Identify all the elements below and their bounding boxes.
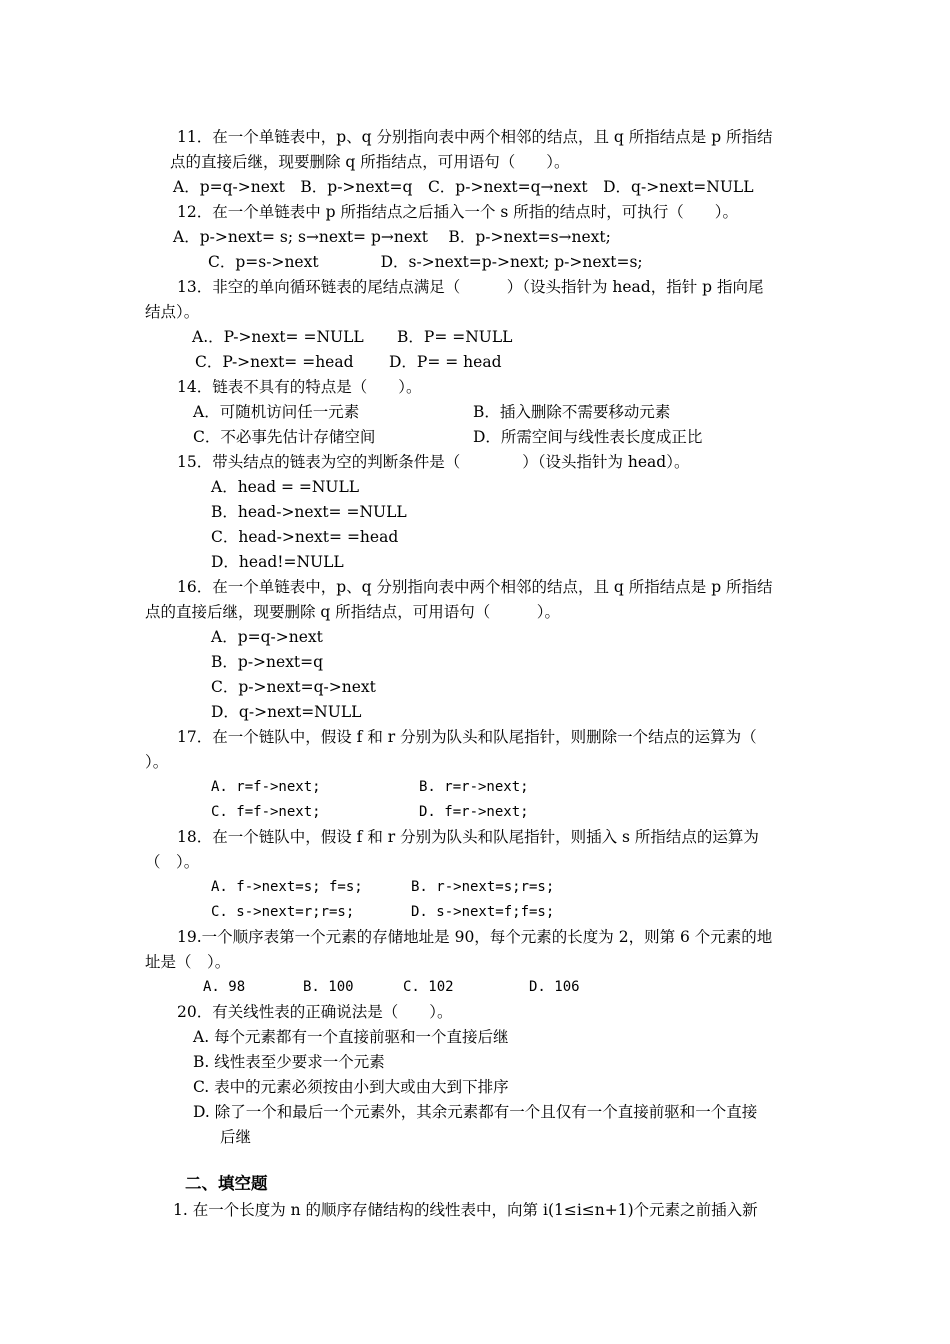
q19-option-b: B. 100 — [303, 979, 354, 995]
q19-option-c: C. 102 — [403, 979, 454, 995]
q15-option-b: B．head->next= =NULL — [211, 503, 407, 521]
q18-option-a: A. f->next=s; f=s; — [211, 879, 363, 895]
q16-option-d: D．q->next=NULL — [211, 703, 362, 721]
q11-options: A．p=q->next B．p->next=q C．p->next=q→next D．q->next=NULL — [173, 178, 754, 196]
q14-option-c: C．不必事先估计存储空间 — [193, 428, 376, 446]
q15-option-d: D．head!=NULL — [211, 553, 344, 571]
q20-option-a: A. 每个元素都有一个直接前驱和一个直接后继 — [193, 1028, 509, 1046]
q11-stem-line2: 点的直接后继，现要删除 q 所指结点，可用语句（ ）。 — [170, 153, 570, 171]
q17-stem-line2: ）。 — [145, 753, 169, 771]
q19-stem-line1: 19.一个顺序表第一个元素的存储地址是 90，每个元素的长度为 2，则第 6 个元素的地 — [177, 928, 773, 946]
q14-option-a: A．可随机访问任一元素 — [193, 403, 360, 421]
q18-option-c: C. s->next=r;r=s; — [211, 904, 355, 920]
q20-option-c: C. 表中的元素必须按由小到大或由大到下排序 — [193, 1078, 509, 1096]
q17-stem-line1: 17．在一个链队中，假设 f 和 r 分别为队头和队尾指针，则删除一个结点的运算为（ — [177, 728, 757, 746]
q16-option-b: B．p->next=q — [211, 653, 324, 671]
q19-option-a: A. 98 — [203, 979, 246, 995]
q13-option-c: C．P->next= =head — [195, 353, 354, 371]
q15-stem: 15．带头结点的链表为空的判断条件是（ ）（设头指针为 head）。 — [177, 453, 690, 471]
q13-option-b: B．P= =NULL — [397, 328, 513, 346]
q13-stem-line1: 13．非空的单向循环链表的尾结点满足（ ）（设头指针为 head，指针 p 指向尾 — [177, 278, 764, 296]
q15-option-a: A．head = =NULL — [211, 478, 360, 496]
q16-stem-line2: 点的直接后继，现要删除 q 所指结点，可用语句（ ）。 — [145, 603, 561, 621]
q20-stem: 20．有关线性表的正确说法是（ ）。 — [177, 1003, 453, 1021]
q15-option-c: C．head->next= =head — [211, 528, 399, 546]
q16-option-a: A．p=q->next — [211, 628, 323, 646]
q12-options-cd: C．p=s->next D．s->next=p->next; p->next=s; — [208, 253, 643, 271]
q13-option-a: A.．P->next= =NULL — [192, 328, 364, 346]
q13-stem-line2: 结点）。 — [145, 303, 200, 321]
q18-option-d: D. s->next=f;f=s; — [411, 904, 555, 920]
section-heading-fill-in: 二、填空题 — [185, 1174, 268, 1193]
q12-options-ab: A．p->next= s; s→next= p→next B．p->next=s→next; — [173, 228, 611, 246]
q18-option-b: B. r->next=s;r=s; — [411, 879, 555, 895]
q16-stem-line1: 16．在一个单链表中，p、q 分别指向表中两个相邻的结点，且 q 所指结点是 p 所指结 — [177, 578, 773, 596]
fill-in-item-1: 1. 在一个长度为 n 的顺序存储结构的线性表中，向第 i(1≤i≤n+1)个元素之前插入新 — [173, 1201, 758, 1219]
q17-option-d: D. f=r->next; — [419, 804, 529, 820]
q20-option-d: D. 除了一个和最后一个元素外，其余元素都有一个且仅有一个直接前驱和一个直接 — [193, 1103, 758, 1121]
q18-stem-line2: （ ）。 — [145, 853, 200, 871]
q20-option-d-continued: 后继 — [220, 1128, 252, 1146]
q13-option-d: D．P= = head — [389, 353, 502, 371]
q16-option-c: C．p->next=q->next — [211, 678, 376, 696]
q14-stem: 14．链表不具有的特点是（ ）。 — [177, 378, 422, 396]
q19-option-d: D. 106 — [529, 979, 580, 995]
q14-option-d: D．所需空间与线性表长度成正比 — [473, 428, 703, 446]
q20-option-b: B. 线性表至少要求一个元素 — [193, 1053, 385, 1071]
q17-option-b: B. r=r->next; — [419, 779, 529, 795]
q17-option-c: C. f=f->next; — [211, 804, 321, 820]
q18-stem-line1: 18．在一个链队中，假设 f 和 r 分别为队头和队尾指针，则插入 s 所指结点的运算为 — [177, 828, 759, 846]
q12-stem: 12．在一个单链表中 p 所指结点之后插入一个 s 所指的结点时，可执行（ ）。 — [177, 203, 739, 221]
q11-stem-line1: 11．在一个单链表中，p、q 分别指向表中两个相邻的结点，且 q 所指结点是 p 所指结 — [177, 128, 773, 146]
q14-option-b: B．插入删除不需要移动元素 — [473, 403, 671, 421]
q17-option-a: A. r=f->next; — [211, 779, 321, 795]
q19-stem-line2: 址是（ ）。 — [145, 953, 231, 971]
